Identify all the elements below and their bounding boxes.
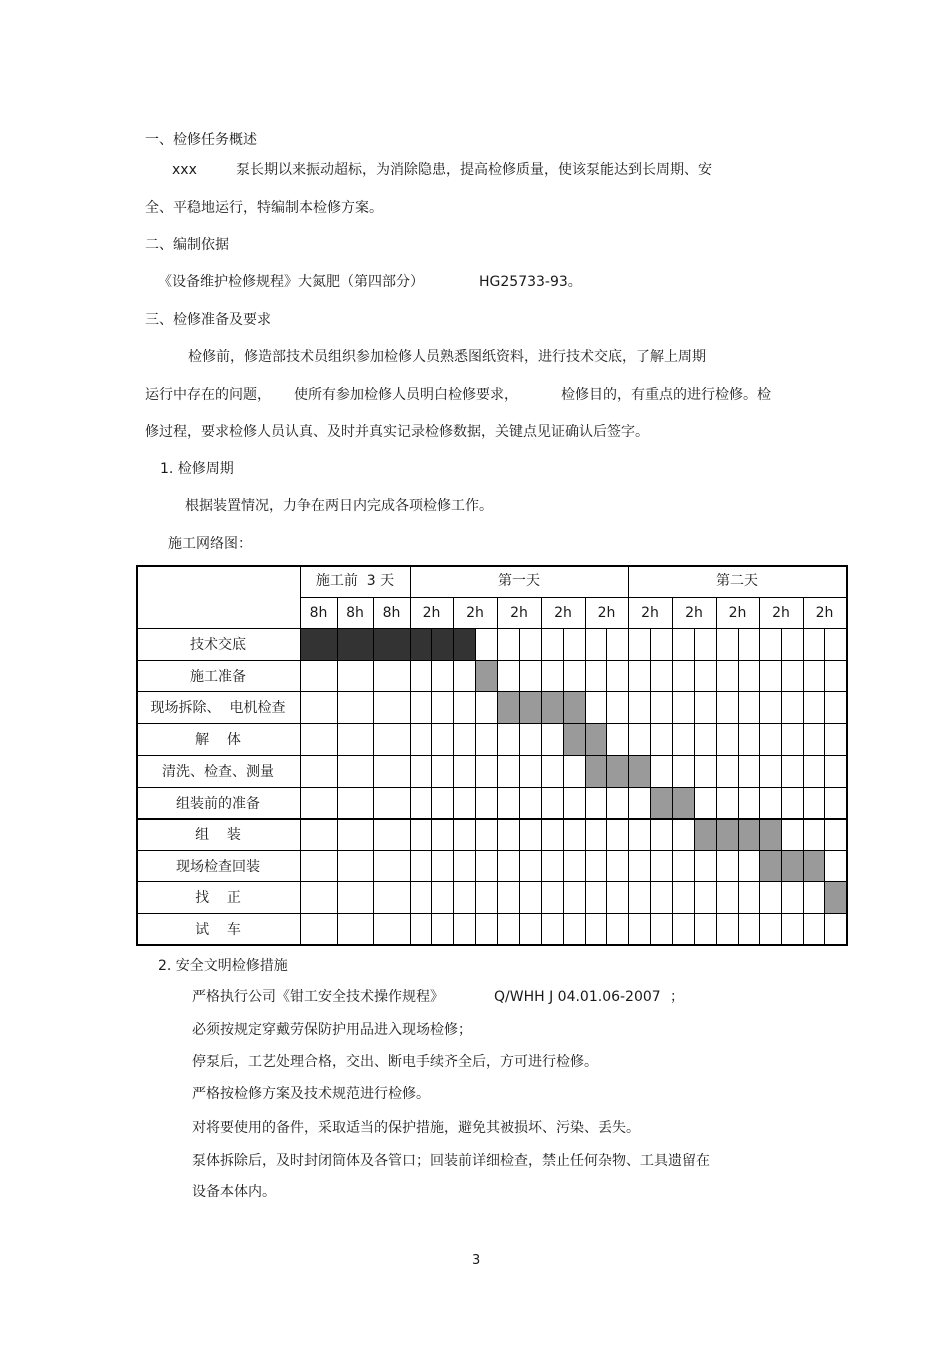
grid-line bbox=[541, 597, 542, 946]
slot-label: 2h bbox=[510, 605, 528, 621]
slot-label: 8h bbox=[346, 605, 364, 621]
grid-line bbox=[373, 597, 374, 946]
page-number: 3 bbox=[472, 1253, 481, 1268]
grid-line bbox=[136, 818, 847, 820]
paragraph-text: 全、平稳地运行，特编制本检修方案。 bbox=[145, 200, 383, 216]
grid-line bbox=[337, 597, 338, 946]
slot-label: 2h bbox=[597, 605, 616, 621]
safety-measure-item: 严格执行公司《钳工安全技术操作规程》 bbox=[192, 989, 444, 1005]
subsection-2-heading: 2. 安全文明检修措施 bbox=[158, 958, 288, 974]
schedule-bar-cell bbox=[497, 691, 519, 723]
grid-line bbox=[781, 628, 782, 946]
period-header: 第二天 bbox=[716, 573, 758, 589]
grid-line bbox=[606, 628, 607, 946]
grid-line bbox=[410, 565, 411, 946]
slot-label: 8h bbox=[309, 605, 328, 621]
schedule-bar-cell bbox=[563, 691, 585, 723]
task-name: 技术交底 bbox=[190, 637, 246, 653]
schedule-bar-cell bbox=[759, 850, 781, 881]
period-header: 第一天 bbox=[498, 573, 540, 589]
grid-line bbox=[585, 597, 586, 946]
safety-measure-item: ； bbox=[670, 989, 684, 1005]
reference-title: 《设备维护检修规程》大氮肥（第四部分） bbox=[158, 274, 424, 290]
schedule-bar-cell bbox=[824, 881, 846, 913]
slot-label: 2h bbox=[466, 605, 484, 621]
grid-line bbox=[650, 628, 651, 946]
period-header: 施工前 3 天 bbox=[315, 573, 395, 589]
grid-line bbox=[136, 755, 847, 756]
grid-line bbox=[475, 628, 476, 946]
slot-label: 2h bbox=[554, 605, 572, 621]
schedule-bar-cell bbox=[519, 691, 541, 723]
paragraph-text: 检修前，修造部技术员组织参加检修人员熟悉图纸资料，进行技术交底，了解上周期 bbox=[188, 349, 706, 365]
network-caption: 施工网络图： bbox=[168, 536, 252, 552]
schedule-bar-cell bbox=[650, 787, 672, 818]
grid-line bbox=[431, 628, 432, 946]
grid-line bbox=[738, 628, 739, 946]
grid-line bbox=[453, 597, 454, 946]
grid-line bbox=[824, 628, 825, 946]
grid-line bbox=[136, 881, 847, 882]
grid-line bbox=[300, 565, 301, 946]
slot-label: 2h bbox=[815, 605, 834, 621]
grid-line bbox=[300, 597, 847, 598]
task-name: 清洗、检查、测量 bbox=[162, 764, 274, 780]
grid-line bbox=[563, 628, 564, 946]
slot-label: 2h bbox=[422, 605, 441, 621]
schedule-bar-cell bbox=[373, 628, 410, 660]
paragraph-text: xxx bbox=[172, 162, 197, 178]
grid-line bbox=[136, 787, 847, 788]
grid-line bbox=[716, 597, 717, 946]
paragraph-text: 泵长期以来振动超标，为消除隐患，提高检修质量，使该泵能达到长周期、安 bbox=[236, 162, 712, 178]
grid-line bbox=[694, 628, 695, 946]
safety-measure-item: Q/WHH J 04.01.06-2007 bbox=[494, 989, 661, 1005]
task-name: 解 体 bbox=[195, 732, 241, 748]
grid-line bbox=[759, 597, 760, 946]
paragraph-text: 检修目的，有重点的进行检修。检 bbox=[561, 387, 771, 403]
grid-line bbox=[136, 850, 847, 851]
slot-label: 2h bbox=[641, 605, 659, 621]
slot-label: 8h bbox=[382, 605, 401, 621]
schedule-bar-cell bbox=[563, 723, 585, 755]
grid-line bbox=[136, 660, 847, 661]
task-name: 试 车 bbox=[195, 922, 241, 938]
grid-line bbox=[497, 597, 498, 946]
schedule-bar-cell bbox=[410, 628, 431, 660]
section-3-heading: 三、检修准备及要求 bbox=[145, 312, 271, 328]
task-name: 现场检查回装 bbox=[176, 859, 260, 875]
paragraph-text: 根据装置情况，力争在两日内完成各项检修工作。 bbox=[185, 498, 493, 514]
task-name: 施工准备 bbox=[190, 669, 246, 685]
schedule-bar-cell bbox=[337, 628, 373, 660]
grid-line bbox=[672, 597, 673, 946]
schedule-bar-cell bbox=[803, 850, 824, 881]
task-name: 组装前的准备 bbox=[176, 796, 260, 812]
schedule-bar-cell bbox=[716, 818, 738, 850]
section-1-heading: 一、检修任务概述 bbox=[145, 132, 257, 148]
section-2-heading: 二、编制依据 bbox=[145, 237, 229, 253]
schedule-bar-cell bbox=[738, 818, 759, 850]
schedule-bar-cell bbox=[453, 628, 475, 660]
slot-label: 2h bbox=[728, 605, 747, 621]
schedule-bar-cell bbox=[541, 691, 563, 723]
safety-measure-item: 必须按规定穿戴劳保防护用品进入现场检修； bbox=[192, 1022, 472, 1038]
schedule-bar-cell bbox=[628, 755, 650, 787]
schedule-bar-cell bbox=[694, 818, 716, 850]
grid-line bbox=[803, 597, 804, 946]
grid-line bbox=[136, 723, 847, 724]
paragraph-text: 修过程，要求检修人员认真、及时并真实记录检修数据，关键点见证确认后签字。 bbox=[145, 424, 649, 440]
safety-measure-item: 停泵后，工艺处理合格，交出、断电手续齐全后，方可进行检修。 bbox=[192, 1054, 598, 1070]
safety-measure-item: 对将要使用的备件，采取适当的保护措施，避免其被损坏、污染、丢失。 bbox=[192, 1120, 640, 1136]
task-name: 找 正 bbox=[195, 890, 241, 906]
paragraph-text: 运行中存在的问题， bbox=[145, 387, 271, 403]
slot-label: 2h bbox=[772, 605, 790, 621]
grid-line bbox=[136, 913, 847, 914]
schedule-bar-cell bbox=[781, 850, 803, 881]
schedule-bar-cell bbox=[759, 818, 781, 850]
grid-line bbox=[136, 691, 847, 692]
slot-label: 2h bbox=[685, 605, 703, 621]
safety-measure-item: 泵体拆除后，及时封闭筒体及各管口；回装前详细检查，禁止任何杂物、工具遗留在 bbox=[192, 1153, 710, 1169]
schedule-bar-cell bbox=[672, 787, 694, 818]
subsection-1-heading: 1. 检修周期 bbox=[160, 461, 234, 477]
task-name: 现场拆除、 电机检查 bbox=[150, 700, 286, 716]
schedule-bar-cell bbox=[585, 723, 606, 755]
reference-code: HG25733-93。 bbox=[479, 274, 582, 290]
safety-measure-item: 设备本体内。 bbox=[192, 1184, 276, 1200]
safety-measure-item: 严格按检修方案及技术规范进行检修。 bbox=[192, 1086, 430, 1102]
grid-line bbox=[136, 565, 848, 567]
schedule-bar-cell bbox=[300, 628, 337, 660]
schedule-bar-cell bbox=[475, 660, 497, 691]
schedule-bar-cell bbox=[585, 755, 606, 787]
schedule-gantt-table bbox=[136, 565, 848, 945]
schedule-bar-cell bbox=[606, 755, 628, 787]
grid-line bbox=[519, 628, 520, 946]
grid-line bbox=[628, 565, 629, 946]
grid-line bbox=[136, 628, 847, 629]
paragraph-text: 使所有参加检修人员明白检修要求， bbox=[294, 387, 518, 403]
schedule-bar-cell bbox=[431, 628, 453, 660]
task-name: 组 装 bbox=[195, 827, 241, 843]
grid-line bbox=[136, 944, 848, 946]
